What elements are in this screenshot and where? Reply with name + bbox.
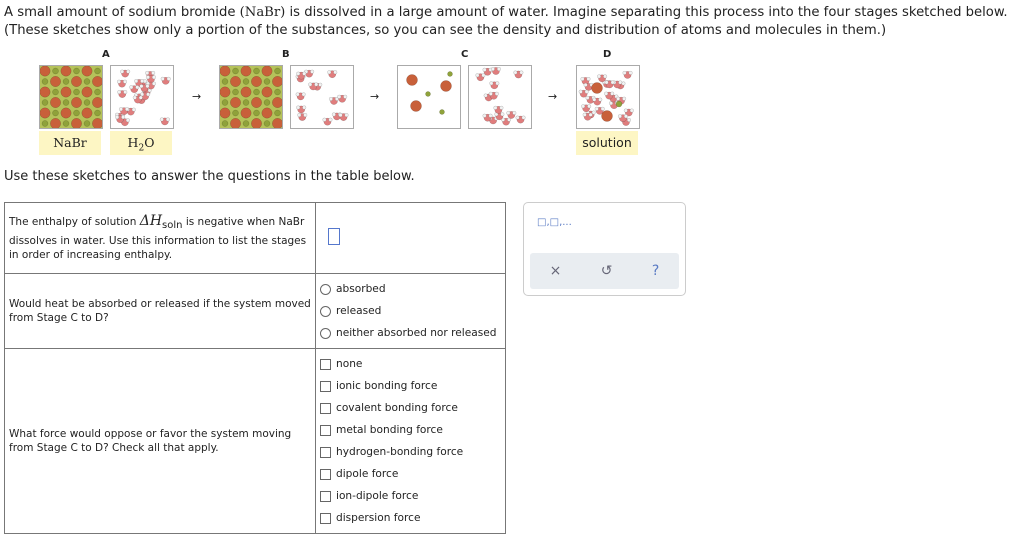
- water-hydrogen: [611, 81, 615, 85]
- radio-circle[interactable]: [320, 328, 331, 339]
- water-hydrogen: [120, 70, 124, 74]
- stage-letter-a: A: [102, 49, 110, 60]
- stage-letter-b: B: [282, 49, 290, 60]
- bromide-ion: [241, 87, 251, 97]
- water-hydrogen: [152, 75, 156, 79]
- sketch-c-ions: [397, 65, 461, 129]
- bromide-ion: [220, 66, 230, 76]
- water-hydrogen: [586, 96, 590, 100]
- water-hydrogen: [302, 93, 306, 97]
- radio-circle[interactable]: [320, 306, 331, 317]
- bromide-ion: [592, 83, 603, 94]
- water-hydrogen: [514, 71, 518, 75]
- water-hydrogen: [133, 96, 137, 100]
- water-hydrogen: [516, 116, 520, 120]
- water-hydrogen: [123, 80, 127, 84]
- bromide-ion: [61, 108, 71, 118]
- bromide-ion: [602, 111, 613, 122]
- checkbox-dispersion[interactable]: dispersion force: [320, 507, 501, 529]
- water-hydrogen: [115, 115, 119, 119]
- intro-text-1: A small amount of sodium bromide: [4, 5, 240, 20]
- sketch-a-nabr: [39, 65, 103, 129]
- water-hydrogen: [603, 75, 607, 79]
- water-hydrogen: [496, 82, 500, 86]
- bromide-ion: [71, 76, 81, 86]
- water-hydrogen: [604, 92, 608, 96]
- water-hydrogen: [323, 118, 327, 122]
- water-hydrogen: [624, 114, 628, 118]
- bromide-ion: [50, 97, 60, 107]
- water-hydrogen: [145, 71, 149, 75]
- bromide-ion: [40, 87, 50, 97]
- answer-3-cell: [316, 349, 506, 534]
- water-hydrogen: [303, 113, 307, 117]
- checkbox-ionic-bonding[interactable]: ionic bonding force: [320, 375, 501, 397]
- water-hydrogen: [337, 95, 341, 99]
- water-hydrogen: [587, 104, 591, 108]
- water-hydrogen: [314, 83, 318, 87]
- bromide-ion: [220, 108, 230, 118]
- checkbox-ion-dipole[interactable]: ion-dipole force: [320, 485, 501, 507]
- radio-neither[interactable]: neither absorbed nor released: [320, 322, 501, 344]
- sodium-ion: [222, 121, 228, 127]
- bromide-ion: [92, 76, 102, 86]
- water-hydrogen: [616, 97, 620, 101]
- bromide-ion: [262, 108, 272, 118]
- radio-released[interactable]: released: [320, 300, 501, 322]
- sodium-ion: [233, 68, 239, 74]
- sketch-b-nabr: [219, 65, 283, 129]
- sodium-ion: [448, 72, 453, 77]
- water-hydrogen: [581, 77, 585, 81]
- sodium-ion: [233, 110, 239, 116]
- bromide-ion: [50, 118, 60, 128]
- sodium-ion: [84, 79, 90, 85]
- bromide-ion: [230, 76, 240, 86]
- intro-formula: (NaBr): [239, 5, 286, 20]
- checkbox-box[interactable]: [320, 469, 331, 480]
- water-hydrogen: [585, 90, 589, 94]
- water-hydrogen: [584, 83, 588, 87]
- water-hydrogen: [490, 82, 494, 86]
- water-hydrogen: [339, 113, 343, 117]
- tools-bar: [530, 253, 679, 289]
- water-hydrogen: [332, 113, 336, 117]
- bromide-ion: [251, 76, 261, 86]
- sodium-ion: [42, 100, 48, 106]
- water-hydrogen: [310, 70, 314, 74]
- bromide-ion: [407, 75, 418, 86]
- water-hydrogen: [135, 85, 139, 89]
- sodium-ion: [243, 79, 249, 85]
- lattice-bg: [220, 66, 282, 128]
- bromide-ion: [272, 76, 282, 86]
- sodium-ion: [264, 100, 270, 106]
- sodium-ion: [63, 100, 69, 106]
- bromide-ion: [50, 76, 60, 86]
- bromide-ion: [61, 87, 71, 97]
- water-hydrogen: [161, 77, 165, 81]
- sodium-ion: [264, 79, 270, 85]
- sodium-ion: [42, 121, 48, 127]
- water-hydrogen: [601, 107, 605, 111]
- help-icon[interactable]: ?: [651, 263, 660, 279]
- water-hydrogen: [308, 83, 312, 87]
- water-hydrogen: [134, 79, 138, 83]
- sodium-ion: [53, 110, 59, 116]
- bromide-ion: [220, 87, 230, 97]
- water-hydrogen: [618, 81, 622, 85]
- water-hydrogen: [167, 77, 171, 81]
- water-hydrogen: [333, 70, 337, 74]
- water-hydrogen: [302, 72, 306, 76]
- bromide-ion: [262, 66, 272, 76]
- water-hydrogen: [117, 80, 121, 84]
- instructions-text: Use these sketches to answer the questions in the table below.: [4, 169, 415, 184]
- bromide-ion: [230, 118, 240, 128]
- answer-2-cell: [316, 274, 506, 349]
- bromide-ion: [92, 97, 102, 107]
- list-template-icon[interactable]: □,□,...: [537, 217, 572, 228]
- water-hydrogen: [296, 106, 300, 110]
- sodium-ion: [53, 68, 59, 74]
- water-hydrogen: [329, 97, 333, 101]
- checkbox-box[interactable]: [320, 359, 331, 370]
- sodium-ion: [254, 68, 260, 74]
- water-hydrogen: [500, 106, 504, 110]
- water-hydrogen: [587, 77, 591, 81]
- sodium-ion: [74, 89, 80, 95]
- water-hydrogen: [495, 92, 499, 96]
- water-hydrogen: [132, 108, 136, 112]
- sodium-ion: [243, 100, 249, 106]
- bromide-ion: [230, 97, 240, 107]
- water-hydrogen: [624, 109, 628, 113]
- sodium-ion: [275, 89, 281, 95]
- sodium-ion: [440, 110, 445, 115]
- arrow-c-d: →: [548, 90, 558, 103]
- label-nabr: NaBr: [39, 131, 101, 155]
- water-hydrogen: [318, 83, 322, 87]
- bromide-ion: [441, 81, 452, 92]
- sodium-ion: [616, 101, 622, 107]
- water-hydrogen: [140, 84, 144, 88]
- water-hydrogen: [497, 67, 501, 71]
- sketch-a-water: [110, 65, 174, 129]
- sodium-ion: [95, 89, 101, 95]
- bromide-ion: [241, 66, 251, 76]
- intro-text-2: is dissolved in a large amount of water. Imagine separating this process into the four stages sketched below. (These sketches show only a portion of the substances, so you can see the density and distribution of atoms and molecules in them.): [4, 5, 1008, 38]
- sodium-ion: [254, 110, 260, 116]
- bromide-ion: [82, 66, 92, 76]
- bromide-ion: [82, 87, 92, 97]
- checkbox-metal-bonding[interactable]: metal bonding force: [320, 419, 501, 441]
- bromide-ion: [251, 97, 261, 107]
- water-hydrogen: [507, 111, 511, 115]
- sodium-ion: [74, 110, 80, 116]
- sodium-ion: [233, 89, 239, 95]
- bromide-ion: [40, 66, 50, 76]
- water-hydrogen: [126, 118, 130, 122]
- water-hydrogen: [629, 71, 633, 75]
- bromide-ion: [71, 97, 81, 107]
- water-hydrogen: [622, 97, 626, 101]
- water-hydrogen: [592, 98, 596, 102]
- lattice-bg: [40, 66, 102, 128]
- water-hydrogen: [623, 71, 627, 75]
- stage-letter-d: D: [603, 49, 612, 60]
- sodium-ion: [275, 68, 281, 74]
- water-hydrogen: [501, 113, 505, 117]
- water-hydrogen: [579, 90, 583, 94]
- radio-absorbed[interactable]: absorbed: [320, 278, 501, 300]
- water-hydrogen: [302, 106, 306, 110]
- water-hydrogen: [520, 71, 524, 75]
- sodium-ion: [74, 68, 80, 74]
- water-hydrogen: [121, 115, 125, 119]
- water-hydrogen: [327, 70, 331, 74]
- water-hydrogen: [119, 107, 123, 111]
- water-hydrogen: [140, 79, 144, 83]
- bromide-ion: [251, 118, 261, 128]
- water-hydrogen: [125, 107, 129, 111]
- label-solution: solution: [576, 131, 638, 155]
- sketch-c-water: [468, 65, 532, 129]
- sodium-ion: [426, 92, 431, 97]
- sodium-ion: [42, 79, 48, 85]
- water-hydrogen: [610, 92, 614, 96]
- undo-icon[interactable]: ↺: [600, 263, 613, 279]
- water-hydrogen: [484, 94, 488, 98]
- arrow-a-b: →: [192, 90, 202, 103]
- sodium-ion: [264, 121, 270, 127]
- water-hydrogen: [630, 109, 634, 113]
- water-hydrogen: [117, 90, 121, 94]
- water-hydrogen: [627, 118, 631, 122]
- question-3: What force would oppose or favor the system moving from Stage C to D? Check all that apply.: [5, 349, 316, 534]
- water-hydrogen: [329, 118, 333, 122]
- water-hydrogen: [583, 113, 587, 117]
- question-table: [4, 202, 506, 534]
- water-hydrogen: [491, 67, 495, 71]
- water-hydrogen: [489, 92, 493, 96]
- bromide-ion: [241, 108, 251, 118]
- water-hydrogen: [152, 82, 156, 86]
- water-hydrogen: [597, 75, 601, 79]
- water-hydrogen: [483, 68, 487, 72]
- checkbox-box[interactable]: [320, 447, 331, 458]
- water-hydrogen: [598, 98, 602, 102]
- question-1: The enthalpy of solution $\Delta H_{soln}$ is negative when NaBr dissolves in water. Use this information to list the stages in order of increasing enthalpy.: [5, 203, 316, 274]
- water-hydrogen: [522, 116, 526, 120]
- bromide-ion: [61, 66, 71, 76]
- water-hydrogen: [343, 95, 347, 99]
- sodium-ion: [254, 89, 260, 95]
- bromide-ion: [92, 118, 102, 128]
- radio-circle[interactable]: [320, 284, 331, 295]
- bromide-ion: [40, 108, 50, 118]
- label-h2o: $H_2O$: [110, 131, 172, 155]
- water-hydrogen: [146, 75, 150, 79]
- water-hydrogen: [494, 106, 498, 110]
- sodium-ion: [53, 89, 59, 95]
- bromide-ion: [262, 87, 272, 97]
- water-hydrogen: [589, 113, 593, 117]
- water-hydrogen: [489, 114, 493, 118]
- water-hydrogen: [296, 72, 300, 76]
- water-hydrogen: [146, 84, 150, 88]
- water-hydrogen: [513, 111, 517, 115]
- sodium-ion: [222, 100, 228, 106]
- sodium-ion: [275, 110, 281, 116]
- checkbox-box[interactable]: [320, 425, 331, 436]
- water-hydrogen: [581, 104, 585, 108]
- bromide-ion: [272, 118, 282, 128]
- sodium-ion: [84, 121, 90, 127]
- bromide-ion: [272, 97, 282, 107]
- water-hydrogen: [126, 70, 130, 74]
- bromide-ion: [82, 108, 92, 118]
- problem-intro: [4, 4, 1014, 40]
- water-hydrogen: [166, 118, 170, 122]
- sodium-ion: [222, 79, 228, 85]
- clear-icon[interactable]: ×: [549, 263, 562, 279]
- water-hydrogen: [345, 113, 349, 117]
- sodium-ion: [95, 110, 101, 116]
- checkbox-box[interactable]: [320, 403, 331, 414]
- question-2: Would heat be absorbed or released if the system moved from Stage C to D?: [5, 274, 316, 349]
- sodium-ion: [84, 100, 90, 106]
- water-hydrogen: [618, 114, 622, 118]
- water-hydrogen: [296, 93, 300, 97]
- bromide-ion: [411, 101, 422, 112]
- checkbox-box[interactable]: [320, 491, 331, 502]
- checkbox-hydrogen-bonding[interactable]: hydrogen-bonding force: [320, 441, 501, 463]
- water-hydrogen: [129, 85, 133, 89]
- stage-letter-c: C: [461, 49, 469, 60]
- bromide-ion: [71, 118, 81, 128]
- stage-order-input[interactable]: [328, 228, 340, 245]
- checkbox-covalent-bonding[interactable]: covalent bonding force: [320, 397, 501, 419]
- sodium-ion: [243, 121, 249, 127]
- water-hydrogen: [605, 81, 609, 85]
- water-hydrogen: [297, 113, 301, 117]
- water-hydrogen: [123, 90, 127, 94]
- water-hydrogen: [482, 73, 486, 77]
- answer-tools-panel: [523, 202, 686, 296]
- checkbox-none[interactable]: none: [320, 353, 501, 375]
- water-hydrogen: [160, 118, 164, 122]
- water-hydrogen: [151, 71, 155, 75]
- water-hydrogen: [146, 93, 150, 97]
- checkbox-box[interactable]: [320, 513, 331, 524]
- water-hydrogen: [595, 107, 599, 111]
- checkbox-dipole[interactable]: dipole force: [320, 463, 501, 485]
- water-hydrogen: [139, 96, 143, 100]
- water-hydrogen: [483, 114, 487, 118]
- sketch-b-water: [290, 65, 354, 129]
- sodium-ion: [63, 121, 69, 127]
- water-hydrogen: [476, 73, 480, 77]
- sodium-ion: [63, 79, 69, 85]
- arrow-b-c: →: [370, 90, 380, 103]
- answer-1-cell: [316, 203, 506, 274]
- checkbox-box[interactable]: [320, 381, 331, 392]
- sodium-ion: [95, 68, 101, 74]
- sketch-d-solution: [576, 65, 640, 129]
